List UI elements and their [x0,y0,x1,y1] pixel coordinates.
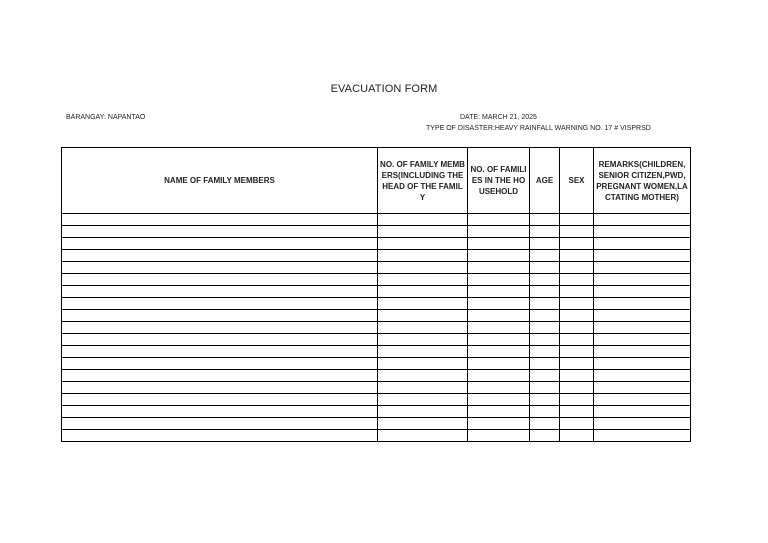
table-cell [468,298,530,310]
table-cell [530,346,560,358]
table-cell [62,226,378,238]
table-cell [594,334,691,346]
table-cell [530,370,560,382]
table-cell [378,322,468,334]
table-cell [468,286,530,298]
table-cell [530,274,560,286]
table-cell [468,370,530,382]
table-cell [560,358,594,370]
table-cell [468,430,530,442]
table-body [62,214,691,442]
table-row [62,382,691,394]
table-cell [468,274,530,286]
table-cell [378,238,468,250]
table-cell [62,274,378,286]
table-cell [62,370,378,382]
table-cell [62,334,378,346]
table-cell [468,310,530,322]
table-cell [62,406,378,418]
table-cell [62,346,378,358]
table-cell [62,286,378,298]
table-cell [530,250,560,262]
table-cell [62,418,378,430]
table-cell [594,370,691,382]
table-row [62,418,691,430]
table-cell [378,286,468,298]
table-cell [560,262,594,274]
table-cell [594,226,691,238]
table-cell [560,238,594,250]
table-row [62,358,691,370]
table-cell [468,418,530,430]
table-cell [468,406,530,418]
table-cell [468,262,530,274]
table-cell [560,394,594,406]
table-cell [530,214,560,226]
table-cell [530,310,560,322]
table-cell [594,238,691,250]
evacuation-table [61,147,691,442]
header-age: AGE [530,148,560,214]
header-name-of-family-members: NAME OF FAMILY MEMBERS [62,148,378,214]
table-row [62,370,691,382]
table-cell [378,250,468,262]
table-cell [378,394,468,406]
table-row [62,322,691,334]
header-remarks: REMARKS(CHILDREN, SENIOR CITIZEN,PWD,PREGNANT WOMEN,LACTATING MOTHER) [594,148,691,214]
table-row [62,214,691,226]
table-cell [530,406,560,418]
table-cell [530,226,560,238]
table-cell [62,298,378,310]
table-cell [378,406,468,418]
table-cell [530,262,560,274]
table-cell [468,382,530,394]
table-cell [378,262,468,274]
table-cell [560,214,594,226]
table-cell [530,238,560,250]
table-row [62,274,691,286]
table-cell [560,298,594,310]
header-no-of-family-members: NO. OF FAMILY MEMBERS(INCLUDING THE HEAD OF THE FAMILY [378,148,468,214]
table-cell [378,430,468,442]
table-row [62,334,691,346]
table-cell [530,358,560,370]
table-cell [62,394,378,406]
table-cell [62,430,378,442]
table-cell [594,262,691,274]
table-cell [560,310,594,322]
table-cell [468,238,530,250]
table-cell [378,334,468,346]
header-sex: SEX [560,148,594,214]
table-cell [594,250,691,262]
table-row [62,298,691,310]
table-cell [594,310,691,322]
table-row [62,346,691,358]
table-row [62,262,691,274]
table-cell [560,406,594,418]
barangay-label: BARANGAY: NAPANTAO [66,114,146,121]
table-cell [594,214,691,226]
table-cell [468,346,530,358]
table-cell [594,358,691,370]
table-cell [378,418,468,430]
table-cell [468,322,530,334]
table-row [62,310,691,322]
table-cell [530,286,560,298]
table-cell [468,358,530,370]
table-cell [530,382,560,394]
table-cell [468,334,530,346]
table-row [62,406,691,418]
table-cell [62,310,378,322]
table-cell [594,346,691,358]
table-cell [594,382,691,394]
table-row [62,238,691,250]
table-cell [378,226,468,238]
form-title: EVACUATION FORM [330,83,438,95]
table-cell [560,286,594,298]
table-cell [560,370,594,382]
table-cell [560,382,594,394]
table-cell [62,250,378,262]
header-no-of-families: NO. OF FAMILIES IN THE HOUSEHOLD [468,148,530,214]
table-row [62,226,691,238]
table-cell [62,238,378,250]
table-cell [560,334,594,346]
table-cell [530,418,560,430]
table-cell [378,310,468,322]
table-cell [378,358,468,370]
table-cell [594,274,691,286]
table-cell [560,418,594,430]
table-cell [560,322,594,334]
table-cell [594,298,691,310]
table-cell [594,394,691,406]
table-cell [530,394,560,406]
table-cell [594,322,691,334]
table-cell [560,226,594,238]
table-cell [594,418,691,430]
table-row [62,430,691,442]
table-cell [594,406,691,418]
table-cell [530,322,560,334]
table-cell [62,382,378,394]
table-cell [530,430,560,442]
table-cell [468,214,530,226]
table-cell [560,250,594,262]
table-header-row [62,148,691,214]
table-cell [378,214,468,226]
table-cell [560,274,594,286]
table-row [62,394,691,406]
table-cell [468,226,530,238]
table-cell [468,250,530,262]
table-cell [530,334,560,346]
table-cell [62,262,378,274]
table-cell [62,358,378,370]
table-cell [62,214,378,226]
table-cell [378,298,468,310]
table-cell [378,382,468,394]
table-cell [378,370,468,382]
table-cell [530,298,560,310]
table-row [62,286,691,298]
table-cell [594,430,691,442]
date-label: DATE: MARCH 21, 2025 [460,114,537,121]
table-cell [594,286,691,298]
table-cell [560,346,594,358]
table-cell [62,322,378,334]
table-cell [468,394,530,406]
table-row [62,250,691,262]
disaster-type-label: TYPE OF DISASTER:HEAVY RAINFALL WARNING NO. 17 # VISPRSD [426,125,651,132]
table-cell [560,430,594,442]
table-cell [378,346,468,358]
table-cell [378,274,468,286]
